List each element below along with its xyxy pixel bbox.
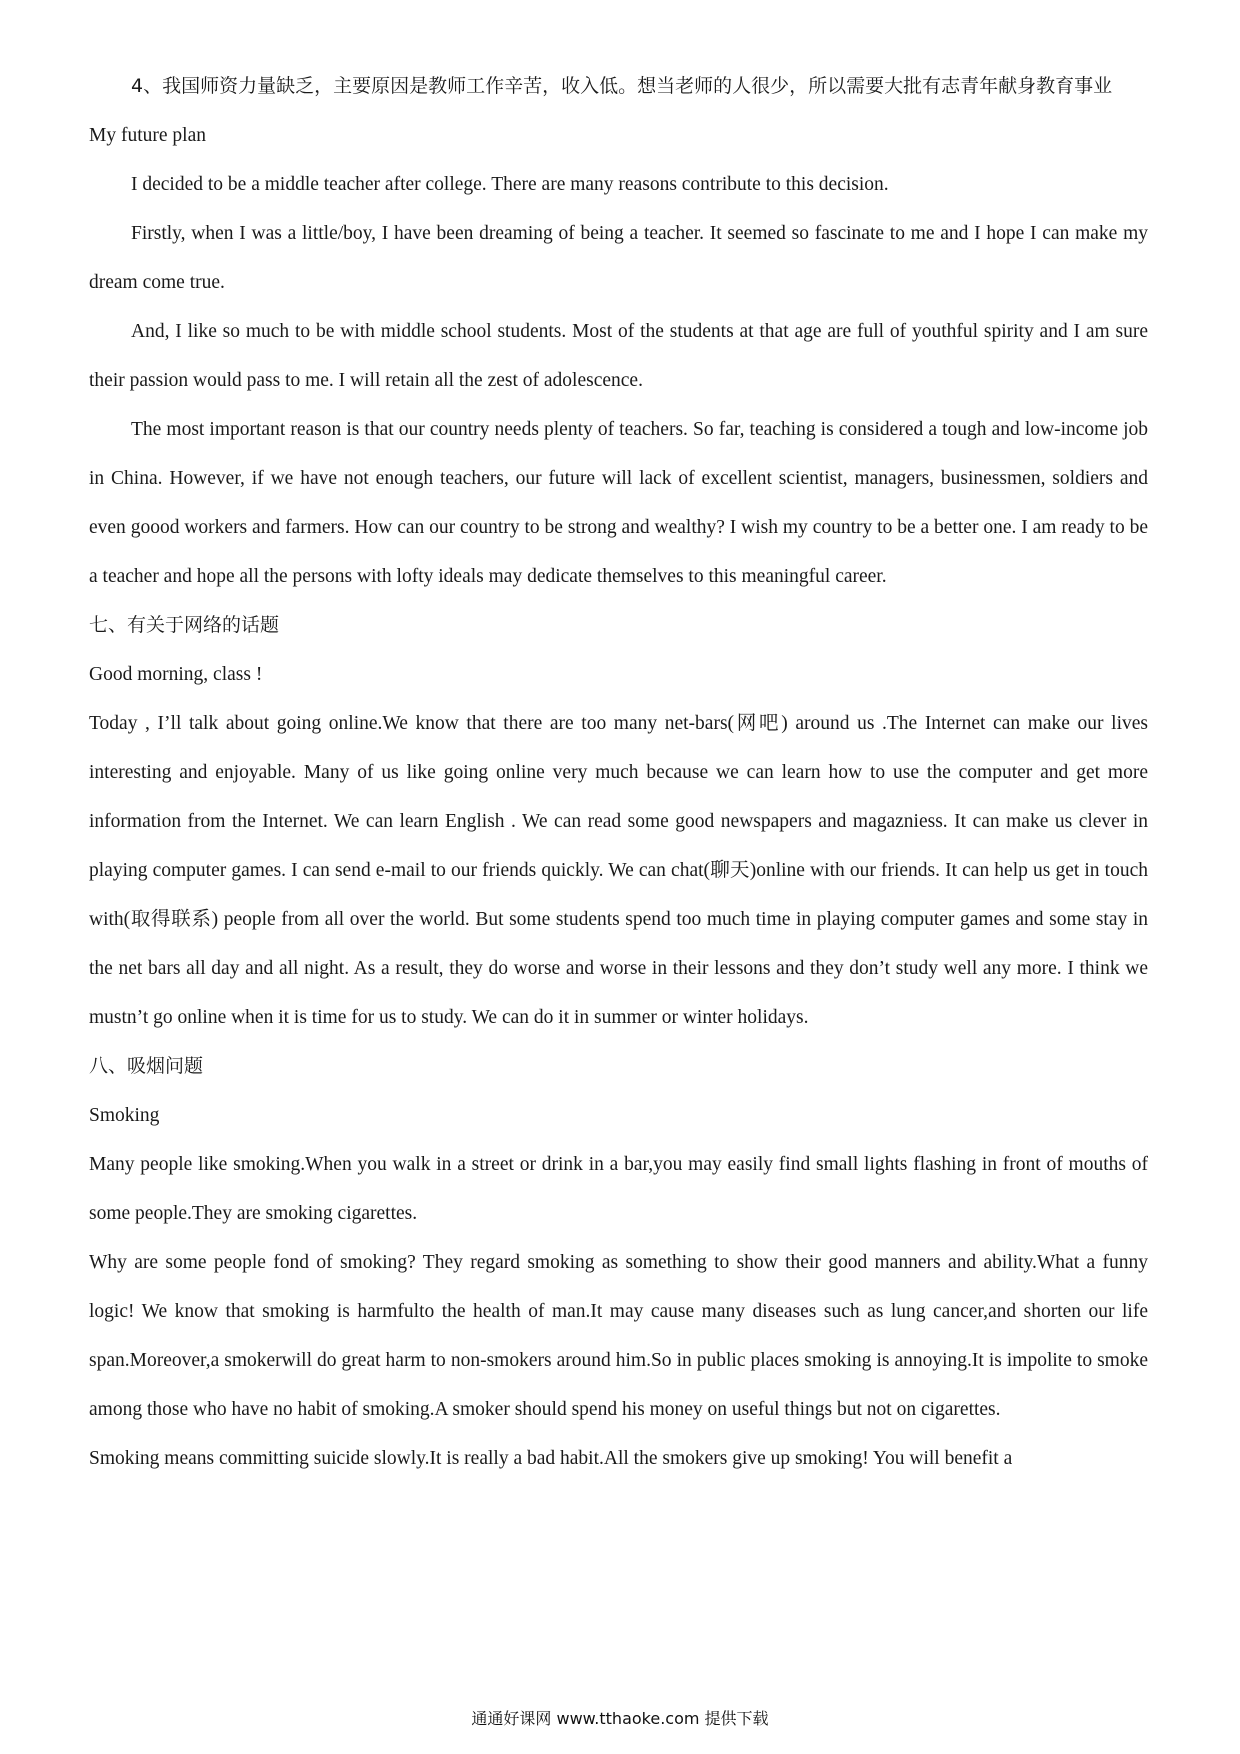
paragraph-many-people-smoke: Many people like smoking.When you walk in a street or drink in a bar,you may easily find small lights flashing in front of mouths of some people.They are smoking cigarettes. [89, 1154, 1148, 1224]
document-body [89, 62, 1148, 1483]
section-heading-smoking: 八、吸烟问题 [89, 1055, 204, 1077]
paragraph-decision: I decided to be a middle teacher after college. There are many reasons contribute to this decision. [131, 174, 889, 195]
paragraph-why-smoking: Why are some people fond of smoking? They regard smoking as something to show their good manners and ability.What a funny logic! We know that smoking is harmfulto the health of man.It may cause many diseases such as lung cancer,and shorten our life span.Moreover,a smokerwill do great harm to non-smokers around him.So in public places smoking is annoying.It is impolite to smoke among those who have no habit of smoking.A smoker should spend his money on useful things but not on cigarettes. [89, 1252, 1148, 1420]
paragraph-firstly: Firstly, when I was a little/boy, I have been dreaming of being a teacher. It seemed so fascinate to me and I hope I can make my dream come true. [89, 223, 1148, 293]
paragraph-middle-school-students: And, I like so much to be with middle school students. Most of the students at that age are full of youthful spirity and I am sure their passion would pass to me. I will retain all the zest of adolescence. [89, 321, 1148, 391]
section-heading-internet: 七、有关于网络的话题 [89, 614, 280, 636]
paragraph-teacher-shortage-note: 4、我国师资力量缺乏，主要原因是教师工作辛苦，收入低。想当老师的人很少，所以需要大批有志青年献身教育事业 [131, 75, 1113, 97]
heading-my-future-plan: My future plan [89, 125, 206, 146]
paragraph-committing-suicide: Smoking means committing suicide slowly.It is really a bad habit.All the smokers give up smoking! You will benefit a [89, 1448, 1013, 1469]
greeting-line: Good morning, class ! [89, 664, 263, 685]
heading-smoking: Smoking [89, 1105, 160, 1126]
paragraph-most-important-reason: The most important reason is that our country needs plenty of teachers. So far, teaching is considered a tough and low-income job in China. However, if we have not enough teachers, our future will lack of excellent scientist, managers, businessmen, soldiers and even goood workers and farmers. How can our country to be strong and wealthy? I wish my country to be a better one. I am ready to be a teacher and hope all the persons with lofty ideals may dedicate themselves to this meaningful career. [89, 419, 1148, 587]
page-footer: 通通好课网 www.tthaoke.com 提供下载 [471, 1709, 769, 1728]
paragraph-going-online: Today , I’ll talk about going online.We know that there are too many net-bars(网吧) around us .The Internet can make our lives interesting and enjoyable. Many of us like going online very much because we can learn how to use the computer and get more information from the Internet. We can learn English . We can read some good newspapers and magazniess. It can make us clever in playing computer games. I can send e-mail to our friends quickly. We can chat(聊天)online with our friends. It can help us get in touch with(取得联系) people from all over the world. But some students spend too much time in playing computer games and some stay in the net bars all day and all night. As a result, they do worse and worse in their lessons and they don’t study well any more. I think we mustn’t go online when it is time for us to study. We can do it in summer or winter holidays. [89, 713, 1148, 1028]
